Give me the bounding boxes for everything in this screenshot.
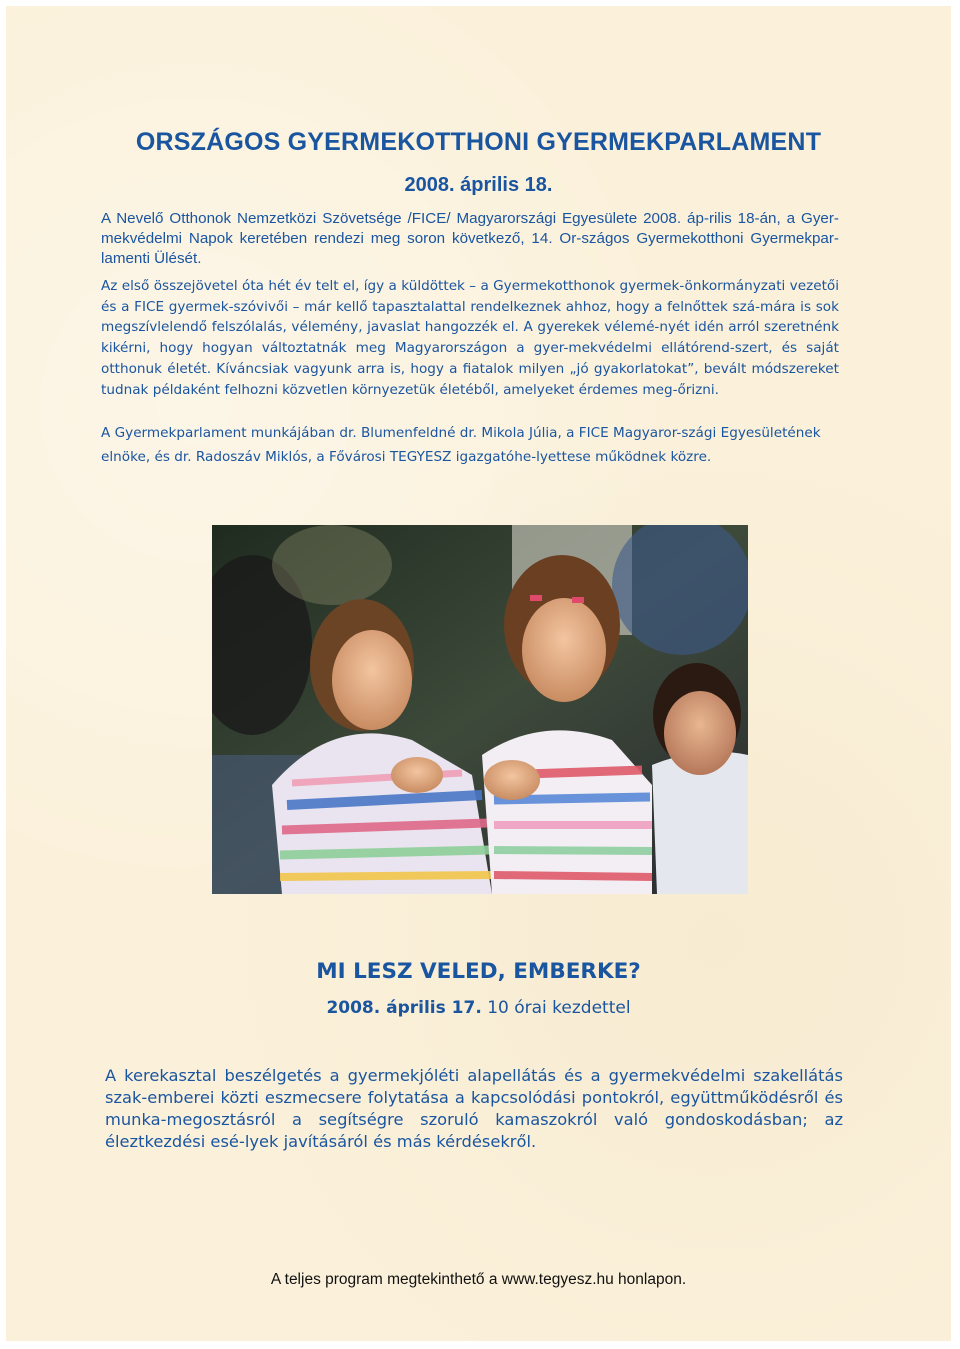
- section-paragraph: A kerekasztal beszélgetés a gyermekjóléti alapellátás és a gyermekvédelmi szakellátás szak-emberei közti eszmecsere folytatása a kapcsolódási pontokról, együttműködésről és munka-megosztásról a segítségre szoruló kamaszokról való gondoskodásban; az éleztkezdési esé-lyek javításáról és más kérdésekről.: [105, 1066, 843, 1151]
- footer-note: A teljes program megtekinthető a www.tegyesz.hu honlapon.: [270, 1271, 687, 1288]
- section-time: 10 órai kezdettel: [481, 998, 631, 1018]
- children-photo: [212, 525, 748, 894]
- section-date-line: [6, 998, 951, 1018]
- document-page: [6, 6, 951, 1341]
- event-date: 2008. április 18.: [404, 174, 553, 196]
- body-paragraph: Az első összejövetel óta hét év telt el, így a küldöttek – a Gyermekotthonok gyermek-önkormányzati vezetői és a FICE gyermek-szóvivői – már kellő tapasztalattal rendelkeznek ahhoz, hogy a felnőttek szá-mára is sok megszívlelendő felszólalás, vélemény, javaslat hangozzék el. A gyerekek vélemé-nyét idén arról szeretnénk kikérni, hogy hogyan változtatnák meg Magyarországon a gyer-mekvédelmi ellátórend-szert, és saját otthonuk életét. Kíváncsiak vagyunk arra is, hogy a fiatalok milyen „jó gyakorlatokat”, bevált módszereket tudnak példaként felhozni közvetlen környezetük életéből, amelyeket érdemes meg-őrizni.: [101, 278, 839, 398]
- section-title: MI LESZ VELED, EMBERKE?: [316, 959, 641, 984]
- participants-paragraph: A Gyermekparlament munkájában dr. Blumenfeldné dr. Mikola Júlia, a FICE Magyaror-szági Egyesületének elnöke, és dr. Radoszáv Miklós, a Fővárosi TEGYESZ igazgatóhe-lyettese működnek közre.: [101, 425, 821, 465]
- intro-paragraph: A Nevelő Otthonok Nemzetközi Szövetsége /FICE/ Magyarországi Egyesülete 2008. áp-rilis 18-án, a Gyer-mekvédelmi Napok keretében rendezi meg soron következő, 14. Or-szágos Gyermekotthoni Gyermekpar-lamenti Ülését.: [101, 210, 839, 267]
- page-title: ORSZÁGOS GYERMEKOTTHONI GYERMEKPARLAMENT: [135, 128, 822, 156]
- section-date: 2008. április 17.: [326, 998, 482, 1018]
